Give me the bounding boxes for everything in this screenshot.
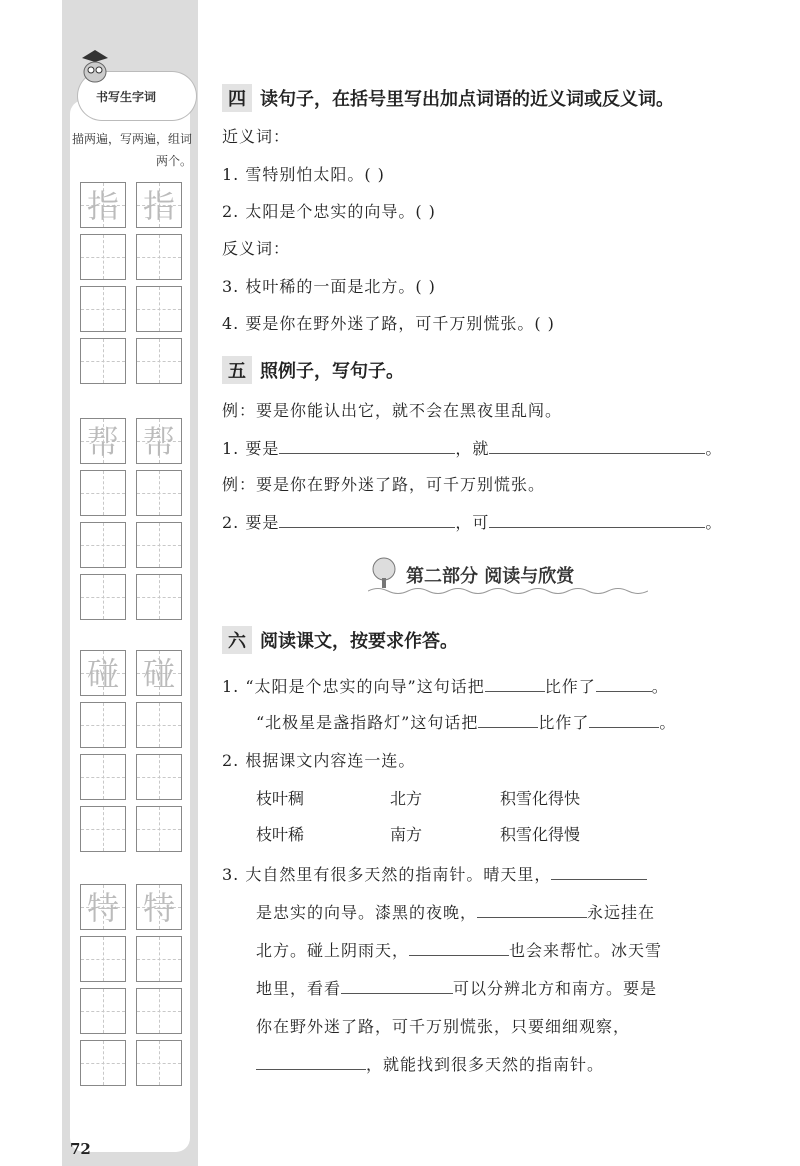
owl-mascot-icon [78,48,112,84]
match-left-2[interactable]: 枝叶稀 [256,825,305,844]
sec6-q1b-end: 。 [659,713,677,732]
section-4-heading [222,84,674,112]
sec5-q1-mid: ，就 [455,439,490,458]
section-6-title: 阅读课文，按要求作答。 [260,631,458,652]
sec5-q2-prefix: 2. 要是 [222,513,280,532]
match-left-1[interactable]: 枝叶稠 [256,789,305,808]
sec5-q2-mid: ，可 [455,513,490,532]
sec4-question-4: 4. 要是你在野外迷了路，可千万别慌张。( ) [222,314,555,333]
part-2-banner [368,556,648,592]
writing-grid-cell[interactable] [136,286,182,332]
tracing-character: 指 [86,187,119,225]
page-number: 72 [70,1140,91,1158]
writing-grid-cell[interactable] [80,234,126,280]
sec6-q3-line-3 [256,938,662,961]
sidebar-instructions: 描两遍，写两遍，组词两个。 [72,132,193,168]
tracing-character: 特 [86,889,119,927]
writing-grid-cell[interactable] [80,650,126,696]
tracing-character: 帮 [142,423,175,461]
match-right-1[interactable]: 积雪化得快 [500,789,581,808]
match-mid-1[interactable]: 北方 [390,789,423,808]
writing-grid-cell[interactable] [80,522,126,568]
tracing-character: 特 [142,889,175,927]
section-5-number: 五 [222,356,252,384]
writing-grid-cell[interactable] [80,286,126,332]
sidebar-title: 书写生字词 [96,90,157,104]
answer-blank[interactable] [485,675,545,692]
writing-grid-cell[interactable] [136,522,182,568]
section-5-title: 照例子，写句子。 [260,361,404,382]
sec5-q1-prefix: 1. 要是 [222,439,280,458]
answer-blank[interactable] [256,1053,366,1070]
answer-blank[interactable] [589,711,659,728]
sec6-q3-line-2 [256,900,655,923]
sec5-example-1: 例：要是你能认出它，就不会在黑夜里乱闯。 [222,401,563,420]
writing-grid-cell[interactable] [136,650,182,696]
sec6-q1b-text: “北极星是盏指路灯”这句话把 [256,713,479,732]
sec4-question-2: 2. 太阳是个忠实的向导。( ) [222,202,436,221]
sec6-q1a-mid: 比作了 [544,677,596,696]
sec4-question-1: 1. 雪特别怕太阳。( ) [222,165,385,184]
writing-grid-cell[interactable] [80,182,126,228]
sec6-q3-line-4b: 可以分辨北方和南方。要是 [453,979,658,998]
sec6-q1a-text: 1. “太阳是个忠实的向导”这句话把 [222,677,485,696]
writing-grid-cell[interactable] [80,338,126,384]
tracing-character: 碰 [86,655,119,693]
sec6-question-1b [256,710,676,733]
writing-grid-cell[interactable] [136,574,182,620]
tracing-character: 指 [142,187,175,225]
writing-grid-cell[interactable] [136,936,182,982]
sec6-q1b-mid: 比作了 [538,713,590,732]
section-6-number: 六 [222,626,252,654]
sec6-q3-line-4 [256,976,657,999]
tree-icon [368,556,400,590]
writing-grid-cell[interactable] [80,574,126,620]
answer-blank[interactable] [279,511,455,528]
writing-grid-cell[interactable] [80,702,126,748]
sec4-question-3: 3. 枝叶稀的一面是北方。( ) [222,277,436,296]
synonym-label: 近义词： [222,127,291,146]
match-mid-2[interactable]: 南方 [390,825,423,844]
writing-grid-cell[interactable] [136,806,182,852]
sec5-q1-end: 。 [705,439,723,458]
answer-blank[interactable] [478,711,538,728]
sec5-q2-end: 。 [705,513,723,532]
answer-blank[interactable] [489,511,705,528]
sec6-q3-line-1 [222,862,647,885]
writing-grid-cell[interactable] [80,988,126,1034]
answer-blank[interactable] [279,437,455,454]
sec6-q3-line-3b: 也会来帮忙。冰天雪 [509,941,663,960]
answer-blank[interactable] [477,901,587,918]
writing-grid-cell[interactable] [136,338,182,384]
writing-grid-cell[interactable] [80,884,126,930]
sec6-q3-line-1-text: 3. 大自然里有很多天然的指南针。晴天里， [222,865,552,884]
antonym-label: 反义词： [222,239,291,258]
writing-grid-cell[interactable] [80,936,126,982]
sec6-question-1a [222,674,669,697]
answer-blank[interactable] [596,675,652,692]
sec6-q3-line-4a: 地里，看看 [256,979,342,998]
sec5-question-1 [222,436,722,459]
answer-blank[interactable] [341,977,453,994]
writing-grid-cell[interactable] [136,470,182,516]
writing-grid-cell[interactable] [80,470,126,516]
writing-grid-cell[interactable] [80,754,126,800]
writing-grid-cell[interactable] [136,234,182,280]
tracing-character: 帮 [86,423,119,461]
writing-grid-cell[interactable] [136,702,182,748]
sec6-q3-line-3a: 北方。碰上阴雨天， [256,941,410,960]
section-5-heading [222,356,404,384]
writing-grid-cell[interactable] [80,1040,126,1086]
section-4-number: 四 [222,84,252,112]
sec6-q3-line-2b: 永远挂在 [587,903,656,922]
sec5-question-2 [222,510,722,533]
sec6-q3-line-6 [256,1052,604,1075]
section-4-title: 读句子，在括号里写出加点词语的近义词或反义词。 [260,89,674,110]
sec6-question-2: 2. 根据课文内容连一连。 [222,751,416,770]
sec5-example-2: 例：要是你在野外迷了路，可千万别慌张。 [222,475,546,494]
section-6-heading [222,626,458,654]
sec6-q1a-end: 。 [651,677,669,696]
sec6-q3-line-6-text: ，就能找到很多天然的指南针。 [366,1055,605,1074]
sec6-q3-line-5: 你在野外迷了路，可千万别慌张，只要细细观察， [256,1017,631,1036]
writing-grid-cell[interactable] [136,884,182,930]
writing-grid-cell[interactable] [80,806,126,852]
writing-grid-cell[interactable] [136,1040,182,1086]
tracing-character: 碰 [142,655,175,693]
writing-grid-cell[interactable] [136,182,182,228]
answer-blank[interactable] [551,863,647,880]
answer-blank[interactable] [409,939,509,956]
writing-grid-cell[interactable] [80,418,126,464]
match-right-2[interactable]: 积雪化得慢 [500,825,581,844]
writing-grid-cell[interactable] [136,988,182,1034]
writing-grid-cell[interactable] [136,754,182,800]
sec6-q3-line-2a: 是忠实的向导。漆黑的夜晚， [256,903,478,922]
answer-blank[interactable] [489,437,705,454]
part-2-title: 第二部分 阅读与欣赏 [406,566,575,587]
writing-grid-cell[interactable] [136,418,182,464]
